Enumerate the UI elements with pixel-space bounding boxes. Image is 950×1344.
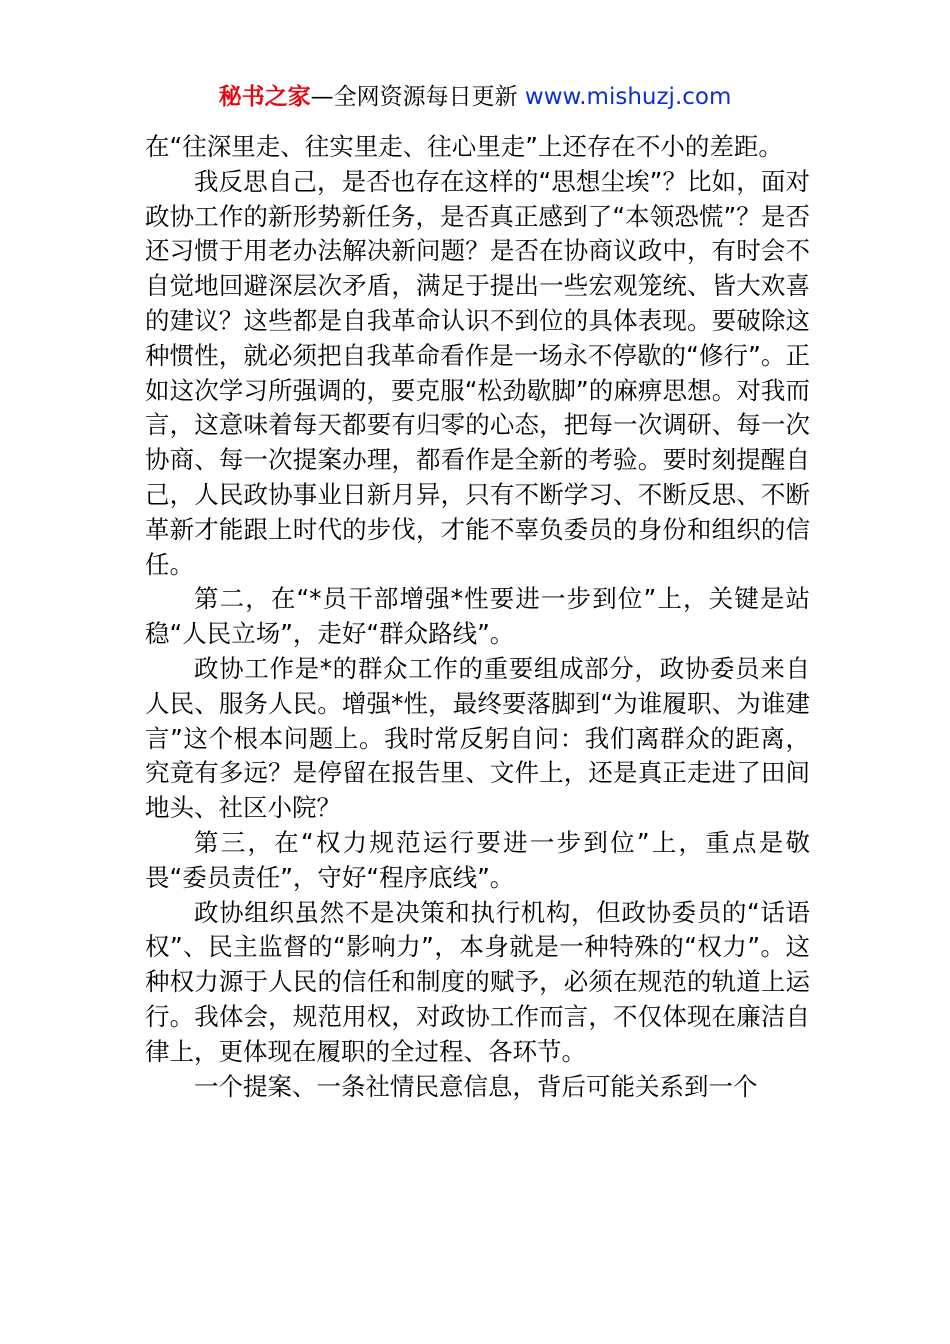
paragraph: 我反思自己，是否也存在这样的“思想尘埃”？比如，面对政协工作的新形势新任务，是否真正感到了“本领恐慌”？是否还习惯于用老办法解决新问题？是否在协商议政中，有时会不自觉地回避深层次矛盾，满足于提出一些宏观笼统、皆大欢喜的建议？这些都是自我革命认识不到位的具体表现。要破除这种惯性，就必须把自我革命看作是一场永不停歇的“修行”。正如这次学习所强调的，要克服“松劲歇脚”的麻痹思想。对我而言，这意味着每天都要有归零的心态，把每一次调研、每一次协商、每一次提案办理，都看作是全新的考验。要时刻提醒自己，人民政协事业日新月异，只有不断学习、不断反思、不断革新才能跟上时代的步伐，才能不辜负委员的身份和组织的信任。 — [145, 166, 810, 579]
paragraph: 第二，在“*员干部增强*性要进一步到位”上，关键是站稳“人民立场”，走好“群众路线”。 — [145, 584, 810, 649]
paragraph: 第三，在“权力规范运行要进一步到位”上，重点是敬畏“委员责任”，守好“程序底线”。 — [145, 827, 810, 892]
paragraph: 在“往深里走、往实里走、往心里走”上还存在不小的差距。 — [145, 132, 783, 161]
paragraph: 政协工作是*的群众工作的重要组成部分，政协委员来自人民、服务人民。增强*性，最终要落脚到“为谁履职、为谁建言”这个根本问题上。我时常反躬自问：我们离群众的距离，究竟有多远？是停留在报告里、文件上，还是真正走进了田间地头、社区小院？ — [145, 653, 810, 823]
site-url[interactable]: www.mishuzj.com — [524, 84, 732, 110]
paragraph: 政协组织虽然不是决策和执行机构，但政协委员的“话语权”、民主监督的“影响力”，本身就是一种特殊的“权力”。这种权力源于人民的信任和制度的赋予，必须在规范的轨道上运行。我体会，规范用权，对政协工作而言，不仅体现在廉洁自律上，更体现在履职的全过程、各环节。 — [145, 897, 810, 1066]
header-tagline: —全网资源每日更新 — [310, 84, 525, 110]
page-header — [0, 80, 950, 114]
paragraph: 一个提案、一条社情民意信息，背后可能关系到一个 — [194, 1071, 758, 1101]
document-body — [145, 130, 810, 1104]
brand-name: 秘书之家 — [218, 84, 311, 110]
